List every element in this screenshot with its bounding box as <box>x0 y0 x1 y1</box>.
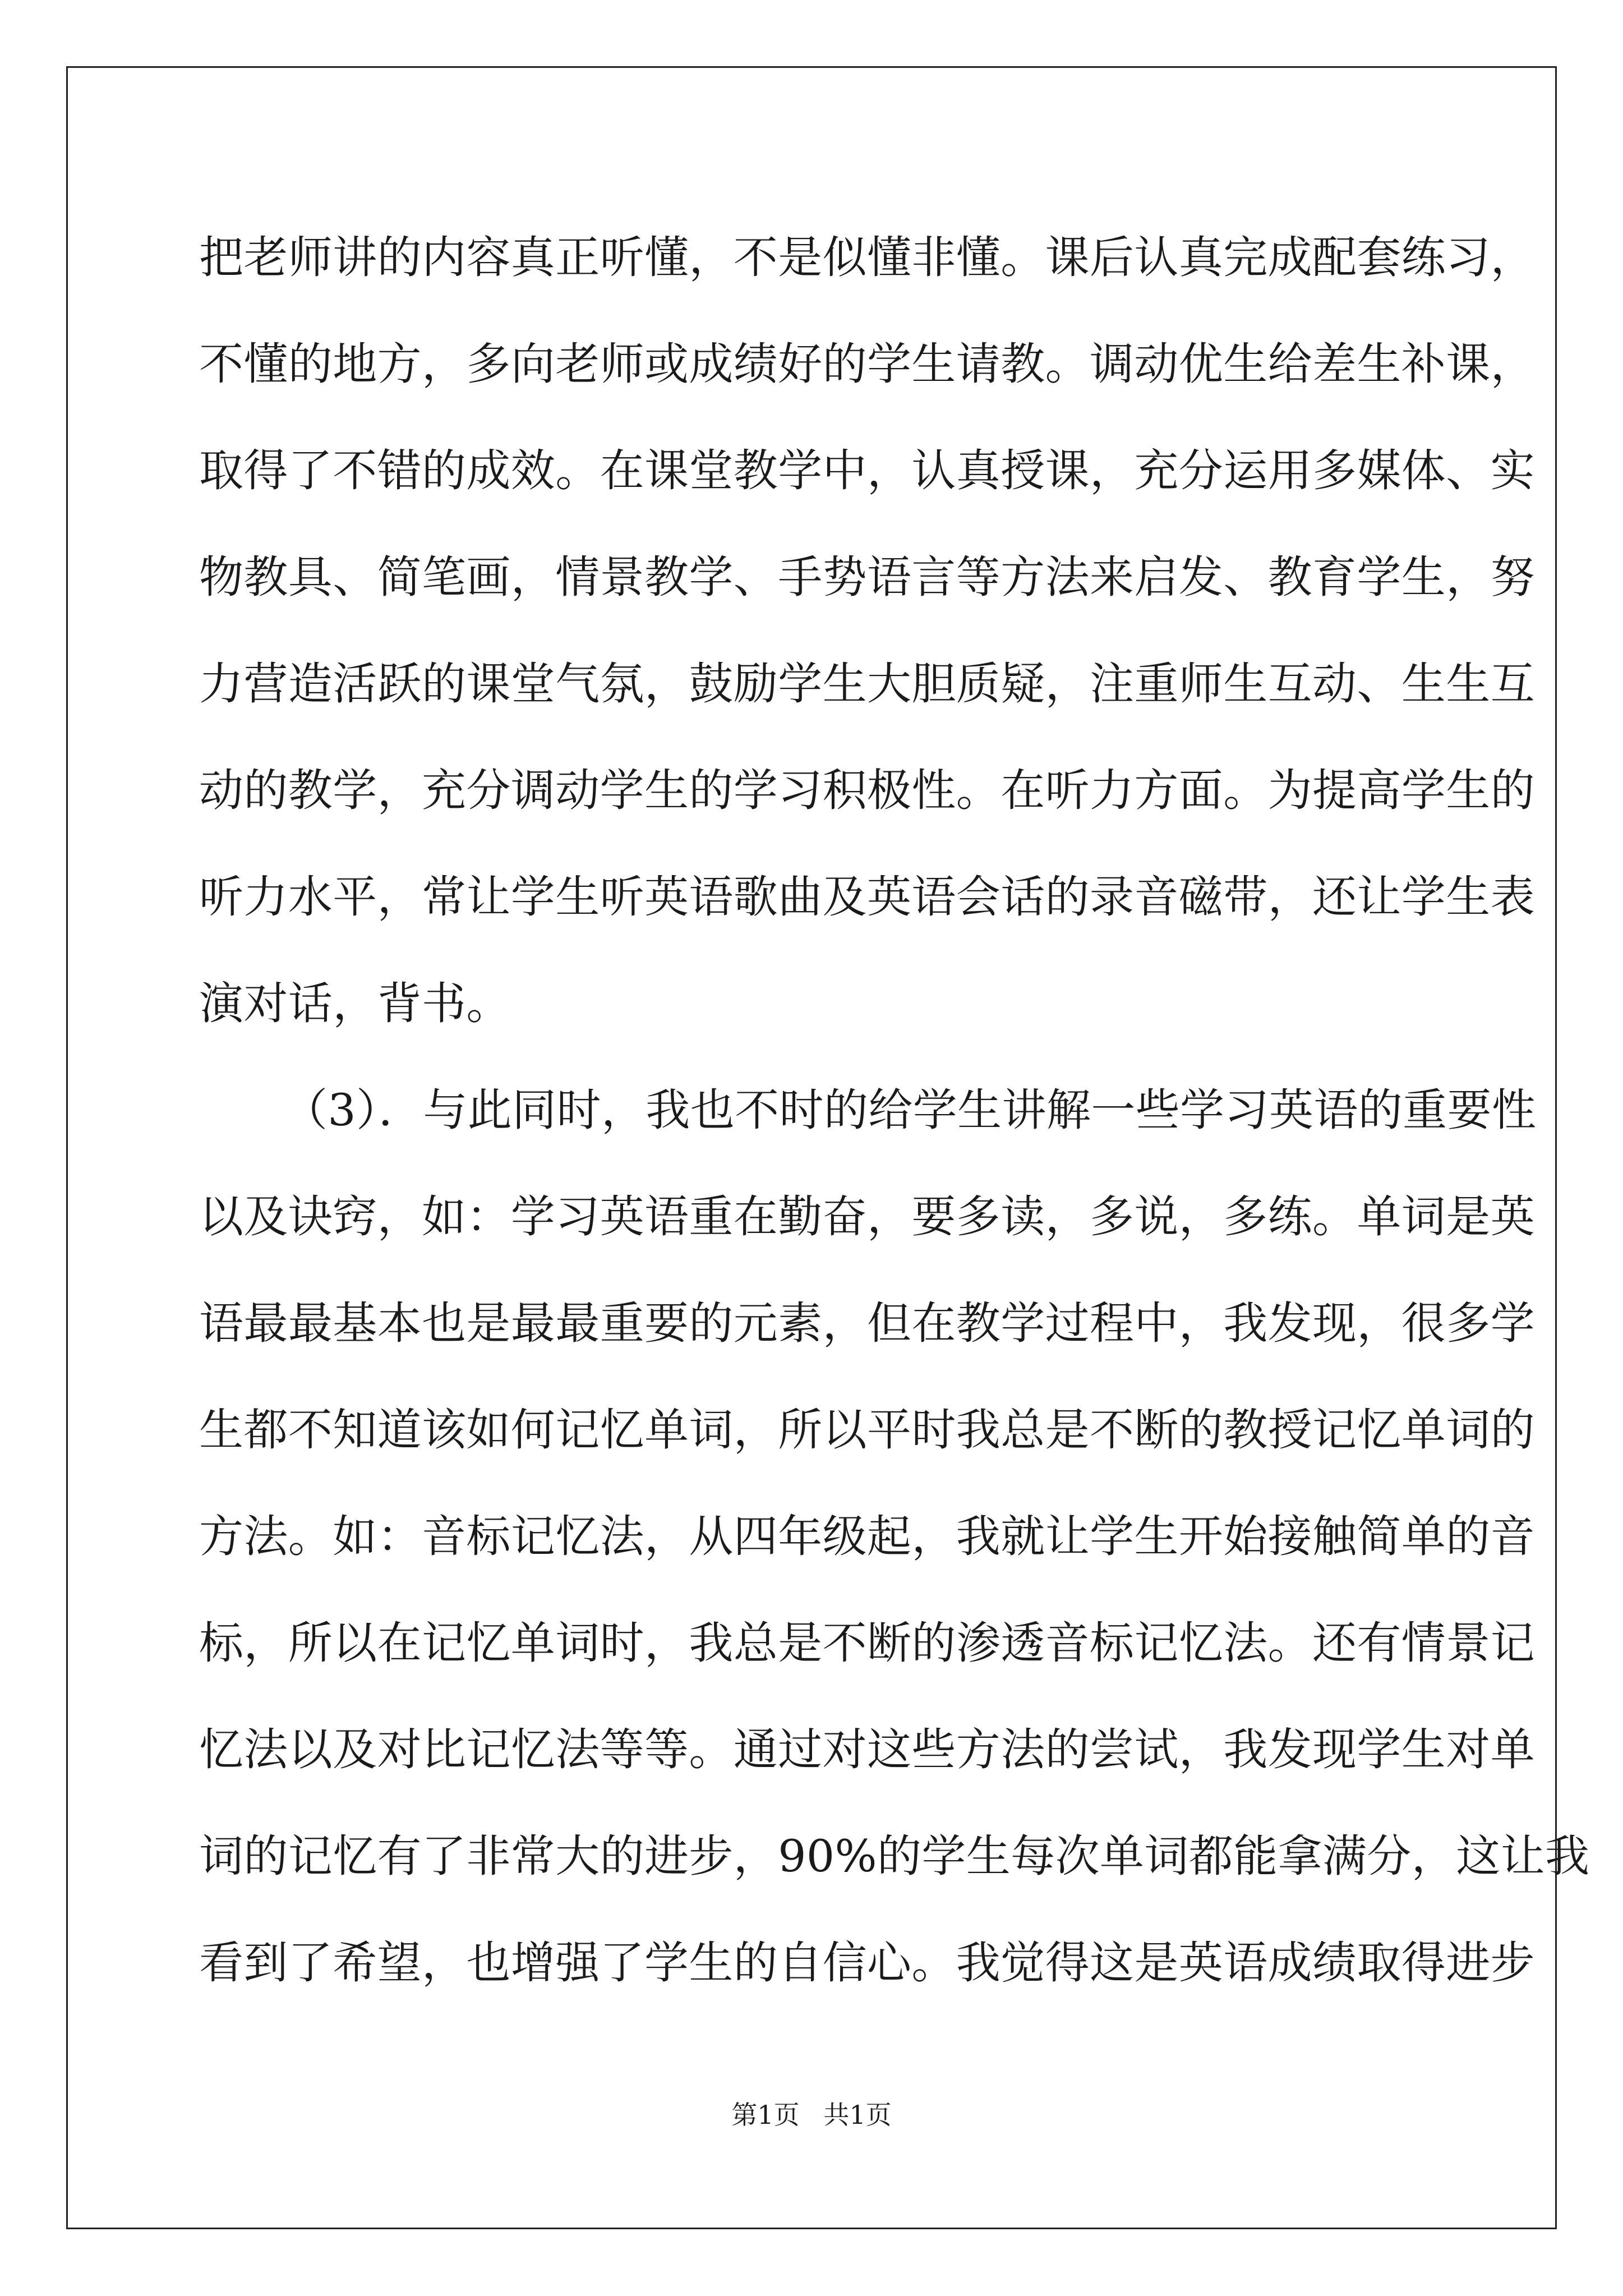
page-number: 第1页 <box>731 2100 800 2130</box>
body-text <box>199 204 1590 2016</box>
text-line: 以及诀窍，如：学习英语重在勤奋，要多读，多说，多练。单词是英 <box>199 1191 1535 1243</box>
text-line: 标，所以在记忆单词时，我总是不断的渗透音标记忆法。还有情景记 <box>199 1617 1535 1669</box>
text-line: 演对话，背书。 <box>199 978 511 1029</box>
text-line: 动的教学，充分调动学生的学习积极性。在听力方面。为提高学生的 <box>199 765 1535 816</box>
text-line: 方法。如：音标记忆法，从四年级起，我就让学生开始接触简单的音 <box>199 1511 1535 1562</box>
text-line: 词的记忆有了非常大的进步，90%的学生每次单词都能拿满分，这让我 <box>199 1830 1590 1882</box>
text-line: 不懂的地方，多向老师或成绩好的学生请教。调动优生给差生补课， <box>199 338 1535 390</box>
text-line: 看到了希望，也增强了学生的自信心。我觉得这是英语成绩取得进步 <box>199 1937 1535 1989</box>
text-line: 听力水平，常让学生听英语歌曲及英语会话的录音磁带，还让学生表 <box>199 871 1535 923</box>
page-total: 共1页 <box>823 2100 892 2130</box>
text-line: 物教具、简笔画，情景教学、手势语言等方法来启发、教育学生，努 <box>199 551 1535 603</box>
paragraph-start-line: （3）．与此同时，我也不时的给学生讲解一些学习英语的重要性 <box>283 1084 1537 1136</box>
text-line: 忆法以及对比记忆法等等。通过对这些方法的尝试，我发现学生对单 <box>199 1724 1535 1775</box>
text-line: 语最最基本也是最最重要的元素，但在教学过程中，我发现，很多学 <box>199 1297 1535 1349</box>
page-footer <box>0 2098 1623 2132</box>
text-line: 生都不知道该如何记忆单词，所以平时我总是不断的教授记忆单词的 <box>199 1404 1535 1456</box>
text-line: 力营造活跃的课堂气氛，鼓励学生大胆质疑，注重师生互动、生生互 <box>199 658 1535 710</box>
text-line: 取得了不错的成效。在课堂教学中，认真授课，充分运用多媒体、实 <box>199 445 1535 496</box>
text-line: 把老师讲的内容真正听懂，不是似懂非懂。课后认真完成配套练习， <box>199 232 1535 283</box>
